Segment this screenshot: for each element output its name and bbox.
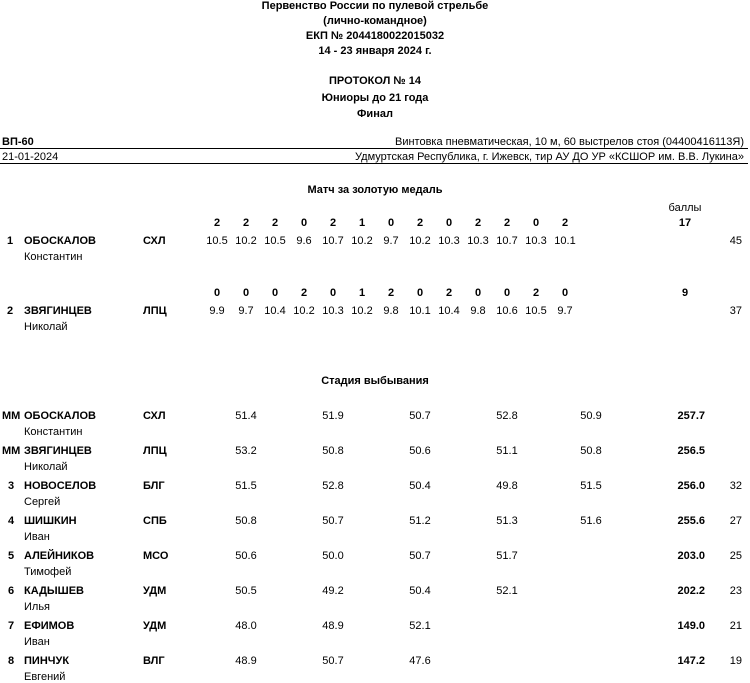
series-score: 50.4 [409,585,431,597]
region: ЛПЦ [143,445,167,457]
shot-score: 10.2 [409,235,431,247]
total-score: 255.6 [677,515,705,527]
shot-score: 10.2 [235,235,257,247]
place: 1 [7,235,14,247]
series-score: 48.9 [322,620,344,632]
shot-score: 10.1 [554,235,576,247]
event-date: 21-01-2024 [2,151,59,163]
shot-score: 10.4 [438,305,460,317]
total-score: 256.0 [677,480,705,492]
shot-point: 2 [532,287,540,299]
series-score: 51.4 [235,410,257,422]
shot-score: 10.7 [496,235,518,247]
shot-score: 9.7 [238,305,254,317]
athlete-name: Илья [24,601,51,613]
place: 3 [7,480,15,492]
category-title: Юниоры до 21 года [321,92,429,104]
shot-score: 10.5 [525,305,547,317]
total-score: 147.2 [677,655,705,667]
shot-point: 0 [474,287,482,299]
series-score: 49.2 [322,585,344,597]
extra-value: 37 [729,305,742,317]
shot-point: 2 [271,217,279,229]
athlete-surname: ШИШКИН [24,515,77,527]
place: 8 [7,655,15,667]
total-score: 202.2 [677,585,705,597]
series-score: 50.6 [409,445,431,457]
header-line-4: 14 - 23 января 2024 г. [318,45,432,57]
region: СХЛ [143,410,166,422]
shot-score: 10.5 [264,235,286,247]
place: 7 [7,620,15,632]
shot-score: 10.2 [351,305,373,317]
shot-score: 10.5 [206,235,228,247]
shot-score: 9.7 [383,235,399,247]
series-score: 51.6 [580,515,602,527]
athlete-surname: ЗВЯГИНЦЕВ [24,445,92,457]
event-description: Винтовка пневматическая, 10 м, 60 выстрелов стоя (04400416113Я) [394,136,744,148]
series-score: 50.8 [580,445,602,457]
series-score: 51.5 [235,480,257,492]
athlete-surname: ЕФИМОВ [24,620,75,632]
shot-score: 10.2 [293,305,315,317]
series-score: 50.9 [580,410,602,422]
athlete-surname: НОВОСЕЛОВ [24,480,97,492]
athlete-surname: ПИНЧУК [24,655,70,667]
place: 6 [7,585,15,597]
series-score: 51.2 [409,515,431,527]
shot-point: 0 [300,217,308,229]
series-score: 51.1 [496,445,518,457]
place: ММ [2,410,21,422]
extra-value: 32 [729,480,742,492]
points-label: баллы [668,202,702,214]
region: УДМ [143,620,167,632]
athlete-name: Тимофей [24,566,72,578]
series-score: 52.8 [322,480,344,492]
total-score: 149.0 [677,620,705,632]
shot-point: 2 [503,217,511,229]
header-line-3: ЕКП № 2044180022015032 [305,30,445,42]
series-score: 51.7 [496,550,518,562]
extra-value: 21 [729,620,742,632]
total-score: 203.0 [677,550,705,562]
shot-score: 10.3 [322,305,344,317]
shot-score: 9.8 [470,305,486,317]
region: БЛГ [143,480,165,492]
divider [0,163,748,164]
shot-point: 0 [271,287,279,299]
athlete-surname: ОБОСКАЛОВ [24,410,96,422]
header-line-1: Первенство России по пулевой стрельбе [261,0,489,12]
shot-point: 0 [242,287,250,299]
total-points: 17 [678,217,692,229]
shot-score: 10.3 [438,235,460,247]
athlete-surname: ОБОСКАЛОВ [24,235,96,247]
athlete-name: Константин [24,426,83,438]
athlete-name: Николай [24,461,68,473]
place: 2 [7,305,14,317]
place: ММ [2,445,21,457]
athlete-name: Константин [24,251,83,263]
shot-score: 10.3 [525,235,547,247]
shot-point: 0 [561,287,569,299]
shot-point: 2 [329,217,337,229]
shot-score: 9.8 [383,305,399,317]
region: ЛПЦ [143,305,167,317]
shot-score: 9.6 [296,235,312,247]
athlete-name: Иван [24,531,50,543]
event-venue: Удмуртская Республика, г. Ижевск, тир АУ ДО УР «КСШОР им. В.В. Лукина» [355,151,744,163]
shot-score: 9.7 [557,305,573,317]
series-score: 50.0 [322,550,344,562]
series-score: 50.4 [409,480,431,492]
athlete-name: Николай [24,321,68,333]
shot-score: 10.4 [264,305,286,317]
region: МСО [143,550,169,562]
series-score: 51.3 [496,515,518,527]
region: УДМ [143,585,167,597]
shot-point: 1 [358,287,366,299]
series-score: 50.7 [409,550,431,562]
series-score: 48.9 [235,655,257,667]
series-score: 52.1 [409,620,431,632]
shot-point: 2 [561,217,569,229]
shot-score: 10.1 [409,305,431,317]
extra-value: 45 [729,235,742,247]
extra-value: 25 [729,550,742,562]
extra-value: 23 [729,585,742,597]
series-score: 50.8 [322,445,344,457]
series-score: 50.7 [322,515,344,527]
shot-score: 10.6 [496,305,518,317]
shot-score: 10.3 [467,235,489,247]
series-score: 50.8 [235,515,257,527]
shot-point: 2 [416,217,424,229]
extra-value: 19 [729,655,742,667]
shot-point: 0 [445,217,453,229]
series-score: 50.7 [409,410,431,422]
series-score: 50.7 [322,655,344,667]
protocol-title: ПРОТОКОЛ № 14 [329,75,421,87]
shot-point: 0 [503,287,511,299]
header-line-2: (лично-командное) [323,15,427,27]
athlete-surname: АЛЕЙНИКОВ [24,550,95,562]
divider [0,148,748,149]
elimination-title: Стадия выбывания [321,375,429,387]
shot-point: 0 [387,217,395,229]
shot-point: 2 [242,217,250,229]
athlete-name: Евгений [24,671,66,683]
total-score: 256.5 [677,445,705,457]
shot-point: 1 [358,217,366,229]
region: СХЛ [143,235,166,247]
series-score: 53.2 [235,445,257,457]
athlete-surname: ЗВЯГИНЦЕВ [24,305,92,317]
shot-point: 2 [387,287,395,299]
series-score: 52.1 [496,585,518,597]
shot-point: 2 [300,287,308,299]
shot-point: 2 [445,287,453,299]
stage-title: Финал [357,108,393,120]
shot-point: 2 [474,217,482,229]
shot-point: 0 [329,287,337,299]
series-score: 51.9 [322,410,344,422]
total-score: 257.7 [677,410,705,422]
shot-point: 0 [532,217,540,229]
place: 5 [7,550,15,562]
shot-point: 2 [213,217,221,229]
place: 4 [7,515,15,527]
athlete-surname: КАДЫШЕВ [24,585,85,597]
series-score: 52.8 [496,410,518,422]
gold-match-title: Матч за золотую медаль [307,184,443,196]
series-score: 50.6 [235,550,257,562]
region: ВЛГ [143,655,165,667]
event-code: ВП-60 [2,136,34,148]
extra-value: 27 [729,515,742,527]
series-score: 47.6 [409,655,431,667]
shot-score: 10.2 [351,235,373,247]
region: СПБ [143,515,167,527]
shot-point: 0 [416,287,424,299]
athlete-name: Сергей [24,496,61,508]
series-score: 50.5 [235,585,257,597]
athlete-name: Иван [24,636,50,648]
shot-score: 9.9 [209,305,225,317]
series-score: 48.0 [235,620,257,632]
series-score: 49.8 [496,480,518,492]
total-points: 9 [681,287,689,299]
shot-score: 10.7 [322,235,344,247]
series-score: 51.5 [580,480,602,492]
shot-point: 0 [213,287,221,299]
